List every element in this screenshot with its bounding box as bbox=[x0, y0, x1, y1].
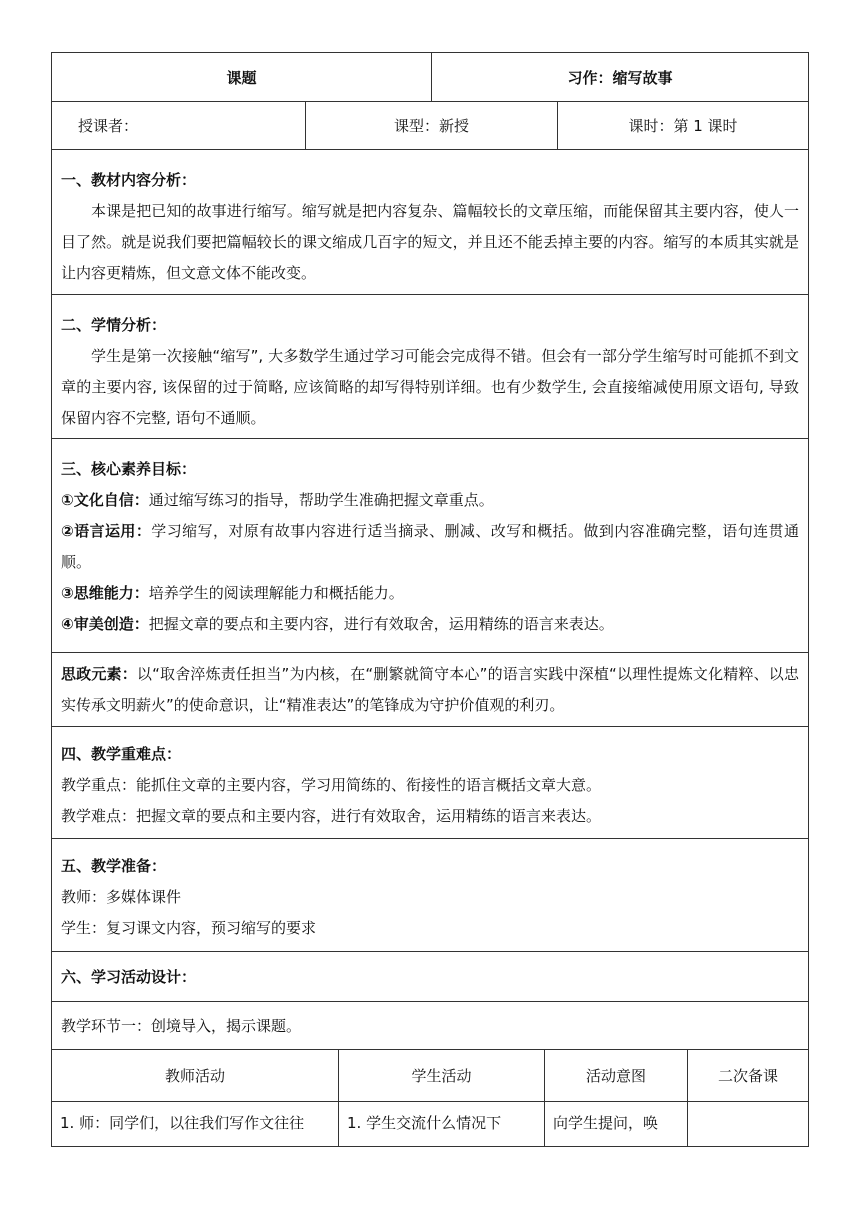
goal-text: 通过缩写练习的指导，帮助学生准确把握文章重点。 bbox=[148, 491, 494, 509]
ideology-text: 以“取舍淬炼责任担当”为内核，在“删繁就简守本心”的语言实践中深植“以理性提炼文化精粹、以忠实传承文明薪火”的使命意识，让“精准表达”的笔锋成为守护价值观的利刃。 bbox=[61, 665, 799, 714]
difficult-point: 教学难点：把握文章的要点和主要内容，进行有效取舍，运用精练的语言来表达。 bbox=[61, 807, 602, 825]
student-activity-cell: 1. 学生交流什么情况下 bbox=[338, 1102, 544, 1146]
section-title: 四、教学重难点： bbox=[61, 745, 182, 763]
header-student-activity: 学生活动 bbox=[338, 1050, 544, 1101]
topic-value: 习作：缩写故事 bbox=[431, 53, 808, 101]
section-preparation bbox=[51, 839, 809, 952]
goal-item bbox=[61, 578, 799, 609]
header-second-prep: 二次备课 bbox=[687, 1050, 808, 1101]
section-core-goals bbox=[51, 439, 809, 653]
goal-item bbox=[61, 516, 799, 578]
section-activity-design bbox=[51, 952, 809, 1002]
topic-row bbox=[51, 52, 809, 102]
teacher-activity-cell: 1. 师：同学们，以往我们写作文往往 bbox=[60, 1114, 305, 1132]
activity-table-row bbox=[51, 1102, 809, 1147]
section-title: 三、核心素养目标： bbox=[61, 460, 197, 478]
section-material-analysis bbox=[51, 150, 809, 295]
goal-text: 培养学生的阅读理解能力和概括能力。 bbox=[148, 584, 404, 602]
step-text: 教学环节一：创境导入，揭示课题。 bbox=[61, 1017, 302, 1035]
section-body: 学生是第一次接触“缩写”, 大多数学生通过学习可能会完成得不错。但会有一部分学生缩写时可能抓不到文章的主要内容, 该保留的过于简略, 应该简略的却写得特别详细。也有少数学生, 会直接缩减使用原文语句, 导致保留内容不完整, 语句不通顺。 bbox=[61, 347, 799, 427]
teaching-step-1 bbox=[51, 1002, 809, 1050]
second-prep-cell bbox=[687, 1102, 808, 1146]
goal-text: 把握文章的要点和主要内容，进行有效取舍，运用精练的语言来表达。 bbox=[148, 615, 614, 633]
key-point: 教学重点：能抓住文章的主要内容，学习用简练的、衔接性的语言概括文章大意。 bbox=[61, 776, 602, 794]
section-title: 一、教材内容分析： bbox=[61, 171, 197, 189]
lesson-period: 课时：第 1 课时 bbox=[557, 102, 808, 149]
lesson-type: 课型：新授 bbox=[305, 102, 557, 149]
teacher-prep: 教师：多媒体课件 bbox=[61, 888, 182, 906]
section-title: 二、学情分析： bbox=[61, 316, 167, 334]
teacher-label: 授课者： bbox=[78, 117, 139, 135]
section-title: 五、教学准备： bbox=[61, 857, 167, 875]
topic-label: 课题 bbox=[226, 68, 257, 87]
section-title: 六、学习活动设计： bbox=[61, 968, 197, 986]
section-body: 本课是把已知的故事进行缩写。缩写就是把内容复杂、篇幅较长的文章压缩，而能保留其主要内容，使人一目了然。就是说我们要把篇幅较长的课文缩成几百字的短文，并且还不能丢掉主要的内容。缩写的本质其实就是让内容更精炼，但文意文体不能改变。 bbox=[61, 202, 799, 282]
meta-row bbox=[51, 102, 809, 150]
goal-item bbox=[61, 609, 799, 640]
student-prep: 学生：复习课文内容，预习缩写的要求 bbox=[61, 919, 317, 937]
goal-text: 学习缩写，对原有故事内容进行适当摘录、删减、改写和概括。做到内容准确完整，语句连贯通顺。 bbox=[61, 522, 799, 571]
activity-intent-cell: 向学生提问，唤 bbox=[544, 1102, 687, 1146]
header-activity-intent: 活动意图 bbox=[544, 1050, 687, 1101]
goal-label: ②语言运用： bbox=[61, 522, 152, 540]
goal-label: ③思维能力： bbox=[61, 584, 149, 602]
ideology-label: 思政元素： bbox=[61, 665, 137, 683]
activity-table-header bbox=[51, 1050, 809, 1102]
section-key-points bbox=[51, 727, 809, 839]
section-learner-analysis bbox=[51, 295, 809, 439]
goal-label: ④审美创造： bbox=[61, 615, 149, 633]
goal-item bbox=[61, 485, 799, 516]
section-ideology bbox=[51, 653, 809, 727]
header-teacher-activity: 教师活动 bbox=[164, 1067, 225, 1085]
goal-label: ①文化自信： bbox=[61, 491, 149, 509]
